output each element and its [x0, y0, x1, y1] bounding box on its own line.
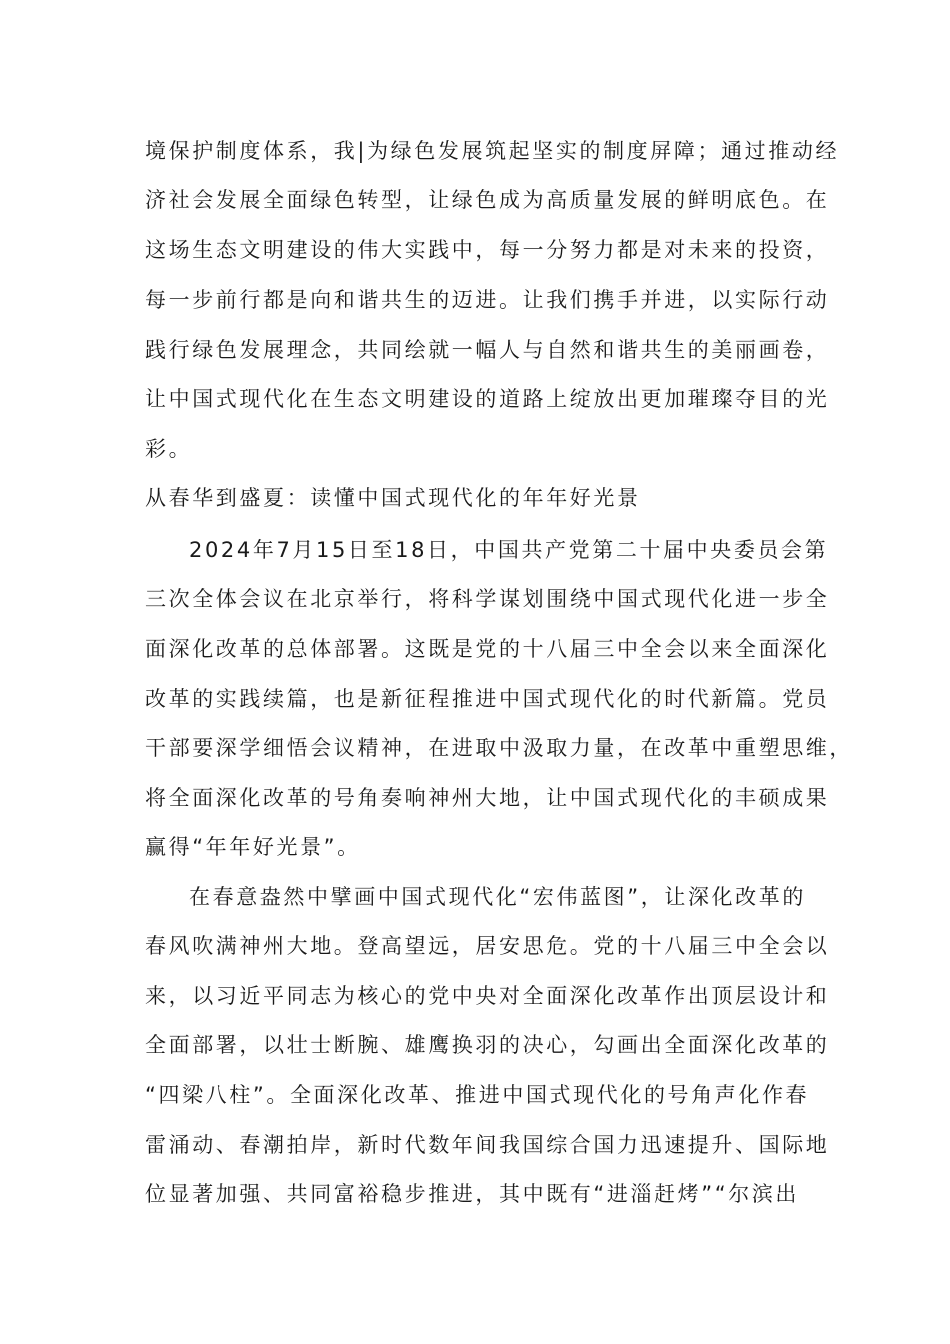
- text-line: 彩。: [145, 437, 193, 461]
- text-line: 将全面深化改革的号角奏响神州大地，让中国式现代化的丰硕成果: [145, 786, 830, 810]
- text-line: 改革的实践续篇，也是新征程推进中国式现代化的时代新篇。党员: [145, 687, 830, 711]
- text-line: 全面部署，以壮士断腕、雄鹰换羽的决心，勾画出全面深化改革的: [145, 1033, 830, 1057]
- text-line: 2024年7月15日至18日，中国共产党第二十届中央委员会第: [189, 538, 829, 562]
- text-line: 赢得“年年好光景”。: [145, 835, 361, 859]
- text-line: 践行绿色发展理念，共同绘就一幅人与自然和谐共生的美丽画卷，: [145, 338, 830, 362]
- text-line: 干部要深学细悟会议精神，在进取中汲取力量，在改革中重塑思维，: [145, 736, 853, 760]
- text-line: 让中国式现代化在生态文明建设的道路上绽放出更加璀璨夺目的光: [145, 387, 830, 411]
- text-line: 面深化改革的总体部署。这既是党的十八届三中全会以来全面深化: [145, 637, 830, 661]
- text-line: 三次全体会议在北京举行，将科学谋划围绕中国式现代化进一步全: [145, 587, 830, 611]
- text-line: 春风吹满神州大地。登高望远，居安思危。党的十八届三中全会以: [145, 934, 830, 958]
- text-line: 位显著加强、共同富裕稳步推进，其中既有“进淄赶烤”“尔滨出: [145, 1182, 800, 1206]
- text-line: 在春意盎然中擘画中国式现代化“宏伟蓝图”，让深化改革的: [189, 885, 806, 909]
- text-line: 济社会发展全面绿色转型，让绿色成为高质量发展的鲜明底色。在: [145, 188, 830, 212]
- text-line: 这场生态文明建设的伟大实践中，每一分努力都是对未来的投资，: [145, 238, 830, 262]
- text-line: 来，以习近平同志为核心的党中央对全面深化改革作出顶层设计和: [145, 984, 830, 1008]
- text-line: 每一步前行都是向和谐共生的迈进。让我们携手并进，以实际行动: [145, 288, 830, 312]
- text-line: 雷涌动、春潮拍岸，新时代数年间我国综合国力迅速提升、国际地: [145, 1133, 830, 1157]
- text-line: 境保护制度体系，我|为绿色发展筑起坚实的制度屏障；通过推动经: [145, 139, 840, 163]
- section-heading: 从春华到盛夏：读懂中国式现代化的年年好光景: [145, 486, 641, 510]
- text-line: “四梁八柱”。全面深化改革、推进中国式现代化的号角声化作春: [145, 1083, 810, 1107]
